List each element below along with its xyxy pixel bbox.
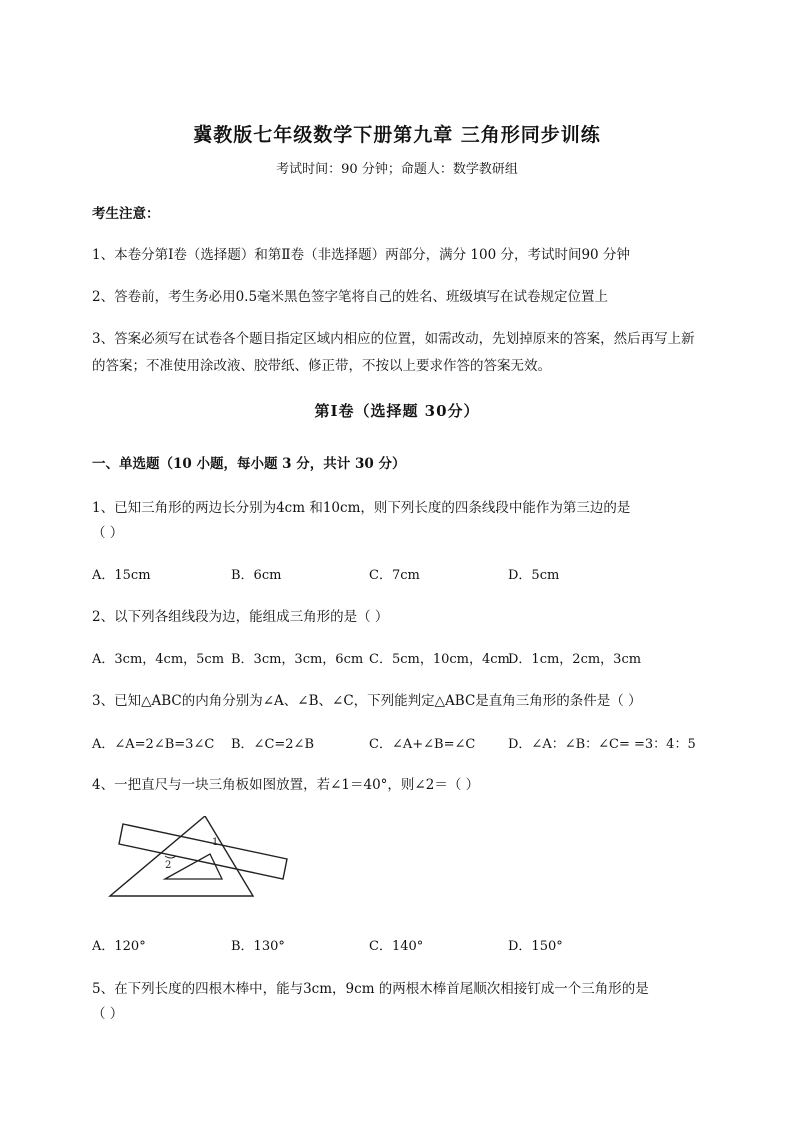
q4-option-b: B．130° [231,939,285,954]
q4-option-c: C．140° [369,939,424,954]
question-5-stem: 5、在下列长度的四根木棒中，能与3cm，9cm 的两根木棒首尾顺次相接钉成一个三角形的是 [92,981,649,997]
angle-1-label: 1 [212,837,219,848]
note-item-3-cont: 的答案；不准使用涂改液、胶带纸、修正带，不按以上要求作答的答案无效。 [92,358,551,374]
question-5-blank: （ ） [92,1006,124,1022]
page-title: 冀教版七年级数学下册第九章 三角形同步训练 [193,124,601,146]
q2-option-c: C．5cm，10cm，4cm [369,652,510,667]
question-1-stem: 1、已知三角形的两边长分别为4cm 和10cm，则下列长度的四条线段中能作为第三边的是 [92,500,631,516]
note-item-3: 3、答案必须写在试卷各个题目指定区域内相应的位置，如需改动，先划掉原来的答案，然后再写上新 [92,331,695,347]
page-subtitle: 考试时间：90 分钟；命题人：数学教研组 [276,162,518,177]
question-2-stem: 2、以下列各组线段为边，能组成三角形的是（ ） [92,609,389,625]
note-item-1: 1、本卷分第Ⅰ卷（选择题）和第Ⅱ卷（非选择题）两部分，满分 100 分，考试时间90 分钟 [92,247,630,263]
q1-option-c: C．7cm [369,568,420,583]
q1-option-d: D．5cm [508,568,560,583]
q3-option-a: A．∠A=2∠B=3∠C [92,737,215,752]
q4-option-d: D．150° [508,939,563,954]
outer-triangle-shape [110,816,253,896]
part-heading: 一、单选题（10 小题，每小题 3 分，共计 30 分） [92,456,406,472]
notes-heading: 考生注意： [92,206,160,222]
ruler-shape [119,824,287,879]
q3-option-c: C．∠A+∠B=∠C [369,737,476,752]
q2-option-b: B．3cm，3cm，6cm [231,652,364,667]
note-item-2: 2、答卷前，考生务必用0.5毫米黑色签字笔将自己的姓名、班级填写在试卷规定位置上 [92,289,609,305]
q1-option-b: B．6cm [231,568,282,583]
angle-2-label: 2 [165,860,172,871]
question-3-stem: 3、已知△ABC的内角分别为∠A、∠B、∠C，下列能判定△ABC是直角三角形的条件是（ ） [92,693,642,709]
q2-option-d: D．1cm，2cm，3cm [508,652,642,667]
question-4-stem: 4、一把直尺与一块三角板如图放置，若∠1＝40°，则∠2＝（ ） [92,777,480,793]
q2-option-a: A．3cm，4cm，5cm [92,652,225,667]
q3-option-b: B．∠C=2∠B [231,737,315,752]
q1-option-a: A．15cm [92,568,151,583]
section-title: 第Ⅰ卷（选择题 30分） [314,402,480,420]
q4-option-a: A．120° [92,939,146,954]
question-1-blank: （ ） [92,525,124,541]
ruler-triangle-figure [105,816,295,902]
q3-option-d: D．∠A：∠B：∠C= =3：4：5 [508,737,696,752]
